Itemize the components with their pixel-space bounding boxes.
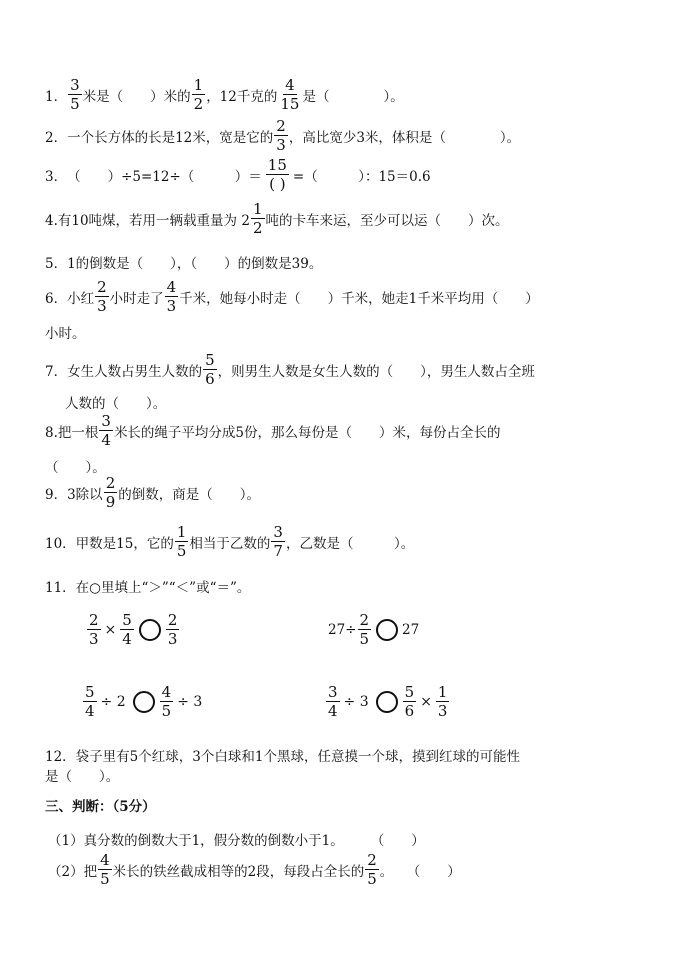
fraction [278,78,301,112]
compare-circle-blank[interactable] [133,691,155,713]
compare-circle-blank[interactable] [376,619,398,641]
question-1 [45,78,404,112]
numerator: 3 [273,523,283,541]
compare-circle-blank[interactable] [139,619,161,641]
text: 三、判断：（5分） [45,799,156,815]
text: 小时走了 [109,291,164,307]
numerator: 3 [70,76,80,94]
numerator: 1 [176,523,187,541]
question-6-line2 [45,322,86,342]
denominator: 3 [167,630,178,648]
denominator: 4 [328,702,338,720]
text: 人数的（ ）。 [65,396,167,412]
question-3 [45,158,431,192]
denominator: 7 [273,542,283,560]
text: 千米，她每小时走（ ）千米，她走1千米平均用（ ） [179,291,539,307]
fraction [68,78,82,112]
fraction [87,613,101,647]
fraction [358,613,372,647]
denominator: 5 [176,542,187,560]
fraction [326,685,340,719]
numerator: 15 [267,156,287,174]
numerator: 5 [85,683,95,701]
text: 是（ ）。 [302,89,404,105]
operator: ÷ 3 [177,694,203,710]
text: 27÷ [328,622,357,638]
text: （2）把 [48,864,98,880]
denominator: 5 [161,702,172,720]
numerator: 1 [437,683,448,701]
denominator: 6 [205,370,215,388]
text: 27 [402,622,420,638]
numerator: 2 [276,117,286,135]
denominator: 6 [404,702,415,720]
denominator: 2 [252,219,263,237]
text: ，12千克的 [206,89,278,105]
compare-expr-3 [82,685,205,719]
q1-num: 1． [45,89,68,105]
fraction [251,202,265,236]
numerator: 2 [167,611,178,629]
operator: ÷ 3 [343,694,369,710]
denominator: 4 [85,702,95,720]
text: 3． （ ）÷5=12÷（ ）＝ [45,169,262,185]
judge-1 [48,829,425,849]
question-2 [45,119,520,153]
question-7-line2 [65,392,166,412]
numerator: 5 [404,683,415,701]
text: ，乙数是（ ）。 [285,536,415,552]
numerator: 2 [359,611,370,629]
text: 米长的绳子平均分成5份，那么每份是（ ）米，每份占全长的 [113,425,501,441]
numerator: 4 [166,278,177,296]
denominator: 3 [437,702,448,720]
fraction [403,685,417,719]
question-12 [45,745,520,765]
question-4 [45,202,509,236]
denominator: 4 [101,431,111,449]
compare-circle-blank[interactable] [376,691,398,713]
fraction [98,853,112,887]
operator: × [420,694,432,710]
denominator: 2 [193,95,204,113]
text: 11．在○里填上“＞”“＜”或“＝”。 [45,580,251,596]
numerator: 3 [101,412,111,430]
text: =（ ）：15＝0.6 [292,169,431,185]
text: 的倒数，商是（ ）。 [118,487,260,503]
fraction [436,685,450,719]
fraction [166,613,180,647]
fraction [165,280,179,314]
denominator: ( ) [269,175,286,193]
fraction [120,613,134,647]
question-7 [45,353,535,387]
text: 2．一个长方体的长是12米，宽是它的 [45,130,274,146]
question-8-line2 [45,456,106,476]
denominator: 3 [89,630,99,648]
text: 米是（ ）米的 [82,89,191,105]
numerator: 2 [97,278,107,296]
numerator: 2 [105,474,116,492]
text: 。 （ ） [379,864,461,880]
text: 7．女生人数占男生人数的 [45,364,203,380]
question-6 [45,280,539,314]
text: ，高比宽少3米，体积是（ ）。 [288,130,521,146]
text: 6．小红 [45,291,95,307]
numerator: 5 [205,351,215,369]
text: （ ）。 [45,460,106,476]
denominator: 15 [280,95,300,113]
question-11 [45,576,250,596]
question-12-line2 [45,765,119,785]
text: （1）真分数的倒数大于1，假分数的倒数小于1。 （ ） [48,833,425,849]
fraction [365,853,379,887]
text: 小时。 [45,326,86,342]
denominator: 3 [97,297,107,315]
denominator: 5 [359,630,370,648]
denominator: 3 [166,297,177,315]
text: 米长的铁丝截成相等的2段，每段占全长的 [112,864,365,880]
numerator: 4 [161,683,172,701]
question-5 [45,252,322,272]
text: 10．甲数是15，它的 [45,536,174,552]
fraction [266,158,289,192]
fraction [175,525,189,559]
numerator: 4 [100,851,110,869]
text: 5．1的倒数是（ ），（ ）的倒数是39。 [45,256,323,272]
compare-expr-2 [328,613,419,647]
fraction [271,525,285,559]
text: 12．袋子里有5个红球，3个白球和1个黑球，任意摸一个球，摸到红球的可能性 [45,749,520,765]
fraction [274,119,288,153]
text: 是（ ）。 [45,769,120,785]
fraction [104,476,118,510]
numerator: 1 [193,76,204,94]
fraction [160,685,174,719]
numerator: 1 [252,200,263,218]
denominator: 3 [276,136,286,154]
denominator: 4 [122,630,132,648]
text: ，则男生人数是女生人数的（ ），男生人数占全班 [217,364,535,380]
numerator: 4 [285,76,295,94]
numerator: 2 [89,611,99,629]
fraction [99,414,113,448]
operator: ÷ 2 [100,694,126,710]
numerator: 5 [122,611,132,629]
compare-expr-1 [86,613,180,647]
question-9 [45,476,260,510]
text: 相当于乙数的 [189,536,271,552]
operator: × [104,622,117,638]
denominator: 5 [367,870,377,888]
fraction [95,280,109,314]
judge-2 [48,853,461,887]
compare-expr-4 [325,685,450,719]
fraction [192,78,206,112]
denominator: 5 [70,95,80,113]
fraction [203,353,217,387]
fraction [83,685,97,719]
question-8 [45,414,501,448]
text: 吨的卡车来运，至少可以运（ ）次。 [265,213,509,229]
text: 8.把一根 [45,425,99,441]
numerator: 2 [367,851,377,869]
text: 9．3除以 [45,487,103,503]
denominator: 5 [100,870,110,888]
section-title [45,795,156,815]
question-10 [45,525,414,559]
text: 4.有10吨煤，若用一辆载重量为 2 [45,213,250,229]
numerator: 3 [328,683,338,701]
denominator: 9 [105,493,116,511]
